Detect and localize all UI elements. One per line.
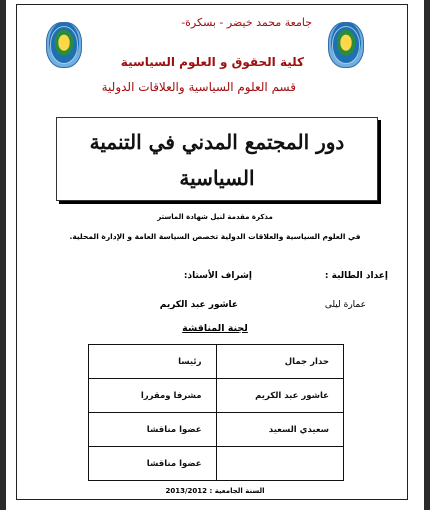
- student-name: عمارة ليلى: [324, 300, 366, 310]
- specialty-description: في العلوم السياسية والعلاقات الدولية تخصص السياسة العامة و الإدارة المحلية.: [69, 232, 361, 241]
- department-name: قسم العلوم السياسية والعلاقات الدولية: [101, 80, 296, 94]
- member-name: سعيدي السعيد: [216, 413, 344, 447]
- member-name: حدار جمال: [216, 345, 344, 379]
- academic-year: السنة الجامعية : 2013/2012: [165, 487, 265, 495]
- university-logo-right: [328, 22, 364, 68]
- table-row: [89, 413, 344, 447]
- member-name: عاشور عبد الكريم: [216, 379, 344, 413]
- thesis-title-box: [56, 117, 378, 201]
- member-role: رئيسا: [89, 345, 217, 379]
- supervisor-label: إشراف الأستاذ:: [183, 271, 252, 281]
- committee-table: [88, 344, 344, 481]
- memo-description: مذكرة مقدمة لنيل شهادة الماستر: [157, 213, 273, 221]
- document-page: [6, 0, 424, 510]
- member-role: عضوا مناقشا: [89, 447, 217, 481]
- university-name: جامعة محمد خيضر - بسكرة-: [181, 16, 312, 29]
- supervisor-name: عاشور عبد الكريم: [159, 300, 238, 310]
- thesis-title-line1: دور المجتمع المدني في التنمية: [89, 130, 345, 154]
- committee-title: لجنة المناقشة: [182, 323, 248, 334]
- faculty-name: كلية الحقوق و العلوم السياسية: [120, 55, 304, 69]
- member-role: مشرفا ومقررا: [89, 379, 217, 413]
- member-name: [216, 447, 344, 481]
- table-row: [89, 345, 344, 379]
- student-label: إعداد الطالبة :: [324, 271, 388, 281]
- table-row: [89, 379, 344, 413]
- university-logo-left: [46, 22, 82, 68]
- member-role: عضوا مناقشا: [89, 413, 217, 447]
- thesis-title-line2: السياسية: [179, 166, 255, 190]
- table-row: [89, 447, 344, 481]
